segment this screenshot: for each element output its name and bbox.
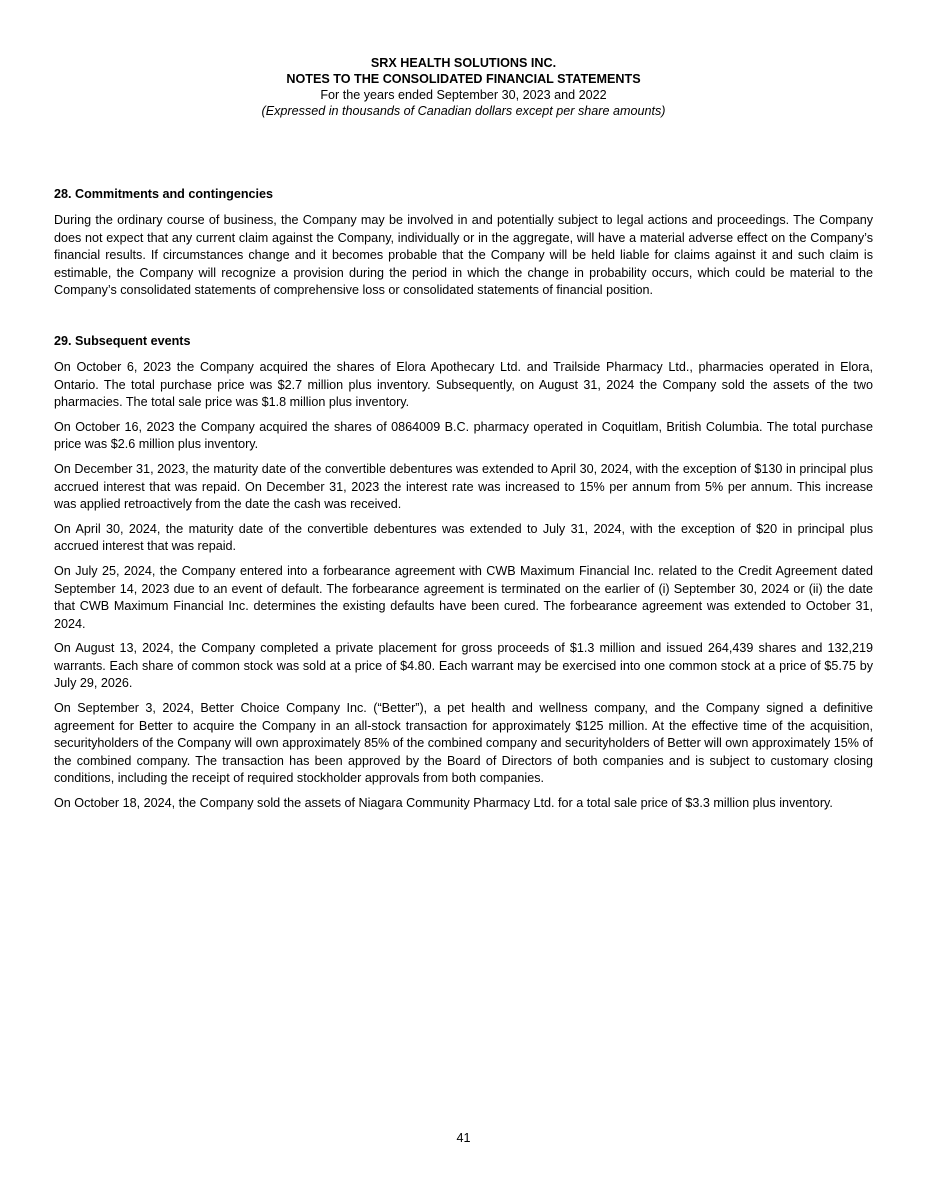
notes-body: [54, 186, 873, 820]
paragraph: On August 13, 2024, the Company completed a private placement for gross proceeds of $1.3 million and issued 264,439 shares and 132,219 warrants. Each share of common stock was sold at a price of $4.80. Each warrant may be exercised into one common stock at a price of $5.75 by July 29, 2026.: [54, 641, 873, 691]
paragraph: During the ordinary course of business, the Company may be involved in and potentially subject to legal actions and proceedings. The Company does not expect that any current claim against the Company, individually or in the aggregate, will have a material adverse effect on the Company’s financial results. If circumstances change and it becomes probable that the Company will be held liable for claims against it and such claim is estimable, the Company will recognize a provision during the period in which the change in probability occurs, which could be material to the Company’s consolidated statements of comprehensive loss or consolidated statements of financial position.: [54, 213, 873, 298]
currency-basis-note: (Expressed in thousands of Canadian dollars except per share amounts): [261, 104, 666, 118]
paragraph: On April 30, 2024, the maturity date of the convertible debentures was extended to July 31, 2024, with the exception of $20 in principal plus accrued interest that was repaid.: [54, 521, 873, 554]
paragraph: On October 18, 2024, the Company sold the assets of Niagara Community Pharmacy Ltd. for a total sale price of $3.3 million plus inventory.: [54, 796, 833, 811]
statement-title: NOTES TO THE CONSOLIDATED FINANCIAL STATEMENTS: [286, 72, 641, 86]
note-28-commitments: [54, 186, 873, 300]
section-heading: 29. Subsequent events: [54, 333, 191, 348]
paragraph: On December 31, 2023, the maturity date of the convertible debentures was extended to April 30, 2024, with the exception of $130 in principal plus accrued interest that was repaid. On December 31, 2023 the interest rate was increased to 15% per annum from 5% per annum. This increase was applied retroactively from the date the cash was received.: [54, 461, 873, 512]
note-29-subsequent-events: [54, 333, 873, 813]
paragraph: On September 3, 2024, Better Choice Company Inc. (“Better”), a pet health and wellness company, and the Company signed a definitive agreement for Better to acquire the Company in an all-stock transaction for approximately $125 million. At the effective time of the acquisition, securityholders of the Company will own approximately 85% of the combined company and securityholders of Better will own approximately 15% of the combined company. The transaction has been approved by the Board of Directors of both companies and is subject to customary closing conditions, including the receipt of required stockholder approvals from both companies.: [54, 701, 873, 786]
paragraph: On October 16, 2023 the Company acquired the shares of 0864009 B.C. pharmacy operated in Coquitlam, British Columbia. The total purchase price was $2.6 million plus inventory.: [54, 419, 873, 452]
section-heading: 28. Commitments and contingencies: [54, 187, 274, 201]
company-name: SRX HEALTH SOLUTIONS INC.: [370, 56, 557, 70]
page-number: 41: [456, 1131, 471, 1145]
paragraph: On October 6, 2023 the Company acquired the shares of Elora Apothecary Ltd. and Trailside Pharmacy Ltd., pharmacies operated in Elora, Ontario. The total purchase price was $2.7 million plus inventory. Subsequently, on August 31, 2024 the Company sold the assets of the two pharmacies. The total sale price was $1.8 million plus inventory.: [54, 359, 873, 410]
reporting-period: For the years ended September 30, 2023 and 2022: [320, 88, 607, 102]
page-header: [0, 55, 927, 119]
paragraph: On July 25, 2024, the Company entered into a forbearance agreement with CWB Maximum Financial Inc. related to the Credit Agreement dated September 14, 2023 due to an event of default. The forbearance agreement is terminated on the earlier of (i) September 30, 2024 or (ii) the date that CWB Maximum Financial Inc. determines the existing defaults have been cured. The forbearance agreement was extended to October 31, 2024.: [54, 563, 873, 631]
